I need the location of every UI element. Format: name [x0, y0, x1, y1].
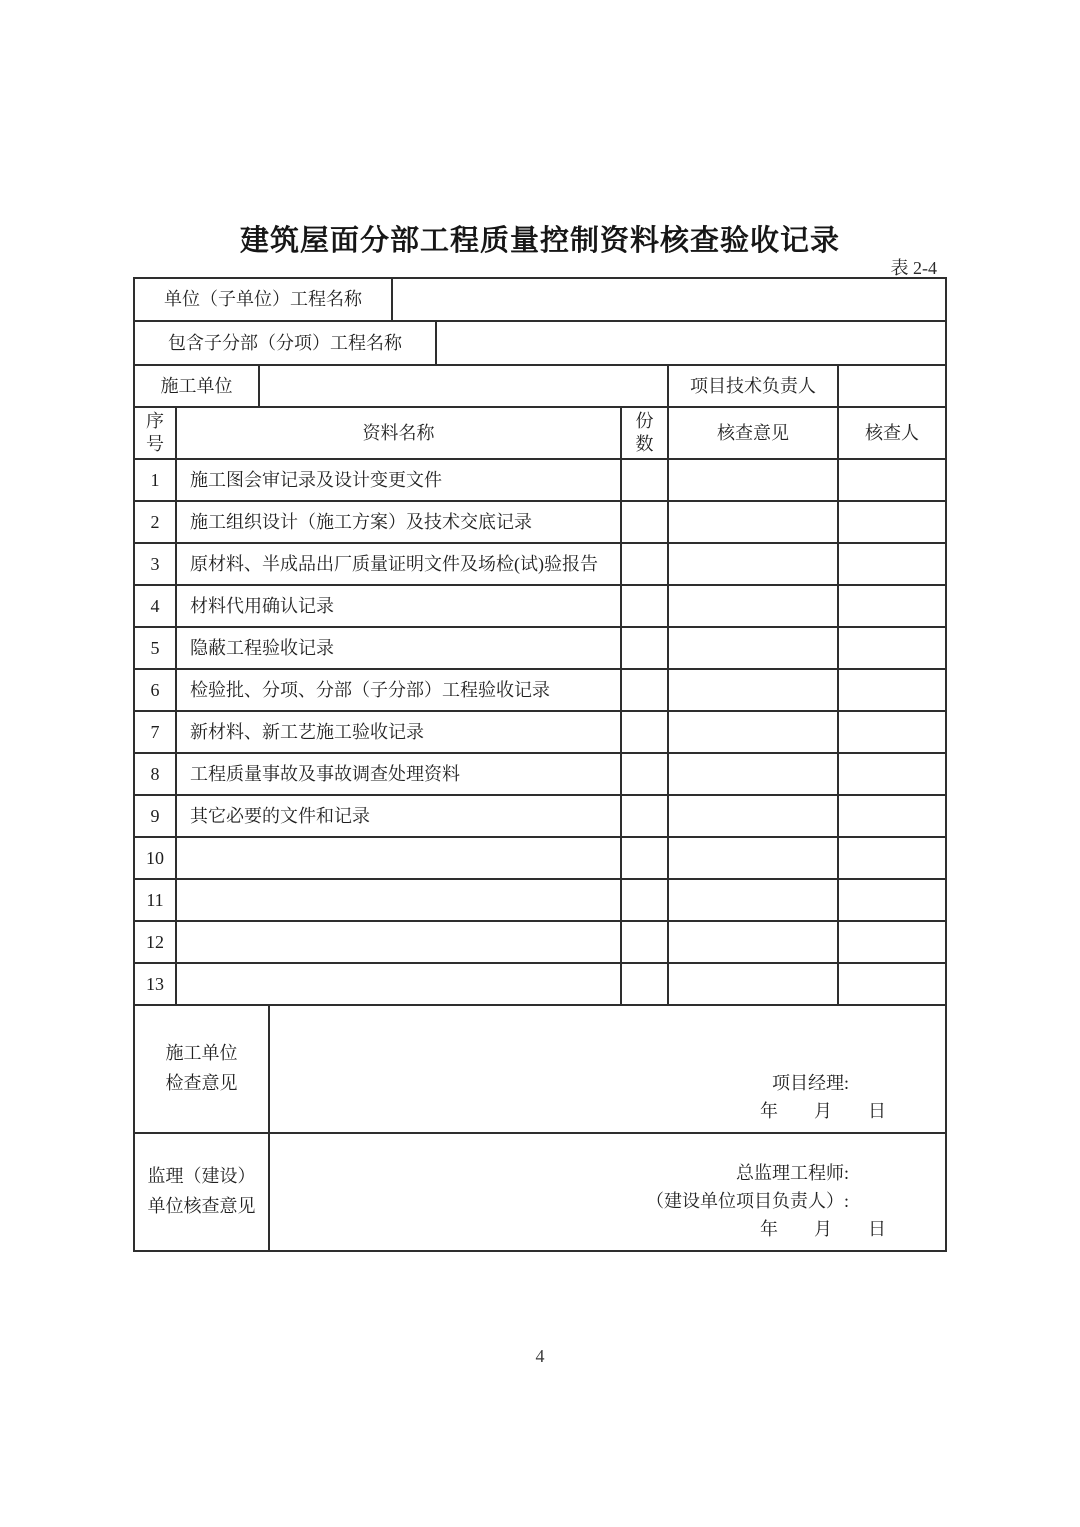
item-name-cell: [177, 880, 622, 922]
item-name-cell: 隐蔽工程验收记录: [177, 628, 622, 670]
owner-representative-sign-label: （建设单位项目负责人）:: [646, 1191, 849, 1212]
construction-check-date-line: 年 月 日: [760, 1101, 886, 1122]
construction-unit-value-cell: [260, 366, 669, 408]
document-title: 建筑屋面分部工程质量控制资料核查验收记录: [239, 225, 840, 257]
item-seq-cell: 2: [135, 502, 177, 544]
item-opinion-cell: [669, 460, 839, 502]
item-seq-cell: 13: [135, 964, 177, 1006]
form-table: [133, 277, 947, 1252]
item-copies-cell: [622, 502, 669, 544]
construction-unit-label-cell: 施工单位: [135, 366, 260, 408]
sub-division-value-cell: [437, 322, 947, 366]
item-opinion-cell: [669, 502, 839, 544]
item-seq-cell: 5: [135, 628, 177, 670]
item-copies-cell: [622, 880, 669, 922]
item-name-cell: 工程质量事故及事故调查处理资料: [177, 754, 622, 796]
item-opinion-cell: [669, 922, 839, 964]
item-checker-cell: [839, 754, 947, 796]
item-copies-cell: [622, 586, 669, 628]
construction-check-content-cell: [270, 1006, 947, 1134]
item-opinion-cell: [669, 628, 839, 670]
item-name-cell: [177, 964, 622, 1006]
item-opinion-cell: [669, 964, 839, 1006]
item-copies-cell: [622, 796, 669, 838]
item-opinion-cell: [669, 712, 839, 754]
item-checker-cell: [839, 544, 947, 586]
seq-header-text: 序号: [146, 410, 164, 454]
item-opinion-cell: [669, 754, 839, 796]
item-opinion-cell: [669, 880, 839, 922]
supervision-check-date-line: 年 月 日: [760, 1219, 886, 1240]
item-name-cell: 新材料、新工艺施工验收记录: [177, 712, 622, 754]
supervision-check-label-cell: [135, 1134, 270, 1252]
item-checker-cell: [839, 628, 947, 670]
item-opinion-cell: [669, 670, 839, 712]
unit-name-label-cell: 单位（子单位）工程名称: [135, 279, 393, 322]
item-checker-cell: [839, 796, 947, 838]
item-checker-cell: [839, 460, 947, 502]
item-checker-cell: [839, 922, 947, 964]
item-copies-cell: [622, 838, 669, 880]
item-opinion-cell: [669, 586, 839, 628]
item-name-cell: 材料代用确认记录: [177, 586, 622, 628]
chief-supervisor-sign-label: 总监理工程师:: [735, 1163, 849, 1184]
item-checker-cell: [839, 670, 947, 712]
item-checker-cell: [839, 586, 947, 628]
item-copies-cell: [622, 712, 669, 754]
item-seq-cell: 8: [135, 754, 177, 796]
item-name-cell: [177, 922, 622, 964]
item-copies-cell: [622, 754, 669, 796]
item-seq-cell: 1: [135, 460, 177, 502]
item-seq-cell: 7: [135, 712, 177, 754]
item-checker-cell: [839, 712, 947, 754]
column-header-seq: [135, 408, 177, 460]
item-copies-cell: [622, 460, 669, 502]
item-seq-cell: 6: [135, 670, 177, 712]
column-header-copies: [622, 408, 669, 460]
supervision-check-content-cell: [270, 1134, 947, 1252]
item-name-cell: 施工组织设计（施工方案）及技术交底记录: [177, 502, 622, 544]
item-seq-cell: 9: [135, 796, 177, 838]
item-name-cell: 施工图会审记录及设计变更文件: [177, 460, 622, 502]
tech-director-label-cell: 项目技术负责人: [669, 366, 839, 408]
tech-director-value-cell: [839, 366, 947, 408]
item-name-cell: 其它必要的文件和记录: [177, 796, 622, 838]
item-copies-cell: [622, 544, 669, 586]
construction-check-label-line1: 施工单位: [165, 1043, 238, 1064]
supervision-check-label-line2: 单位核查意见: [147, 1196, 256, 1216]
page-number: 4: [535, 1346, 545, 1366]
item-name-cell: 检验批、分项、分部（子分部）工程验收记录: [177, 670, 622, 712]
item-seq-cell: 3: [135, 544, 177, 586]
item-opinion-cell: [669, 796, 839, 838]
item-seq-cell: 12: [135, 922, 177, 964]
unit-name-value-cell: [393, 279, 947, 322]
construction-check-label-cell: [135, 1006, 270, 1134]
item-name-cell: [177, 838, 622, 880]
item-checker-cell: [839, 502, 947, 544]
item-copies-cell: [622, 670, 669, 712]
item-name-cell: 原材料、半成品出厂质量证明文件及场检(试)验报告: [177, 544, 622, 586]
supervision-check-label-line1: 监理（建设）: [147, 1166, 256, 1187]
item-copies-cell: [622, 922, 669, 964]
item-opinion-cell: [669, 544, 839, 586]
sub-division-label-cell: 包含子分部（分项）工程名称: [135, 322, 437, 366]
item-copies-cell: [622, 964, 669, 1006]
column-header-opinion: 核查意见: [669, 408, 839, 460]
column-header-name: 资料名称: [177, 408, 622, 460]
item-copies-cell: [622, 628, 669, 670]
column-header-checker: 核查人: [839, 408, 947, 460]
project-manager-sign-label: 项目经理:: [771, 1073, 849, 1094]
item-seq-cell: 4: [135, 586, 177, 628]
table-number-tag: 表 2-4: [890, 258, 937, 278]
construction-check-label-line2: 检查意见: [165, 1073, 238, 1093]
item-opinion-cell: [669, 838, 839, 880]
item-seq-cell: 10: [135, 838, 177, 880]
item-seq-cell: 11: [135, 880, 177, 922]
item-checker-cell: [839, 838, 947, 880]
item-checker-cell: [839, 964, 947, 1006]
item-checker-cell: [839, 880, 947, 922]
copies-header-text: 份数: [635, 410, 654, 454]
